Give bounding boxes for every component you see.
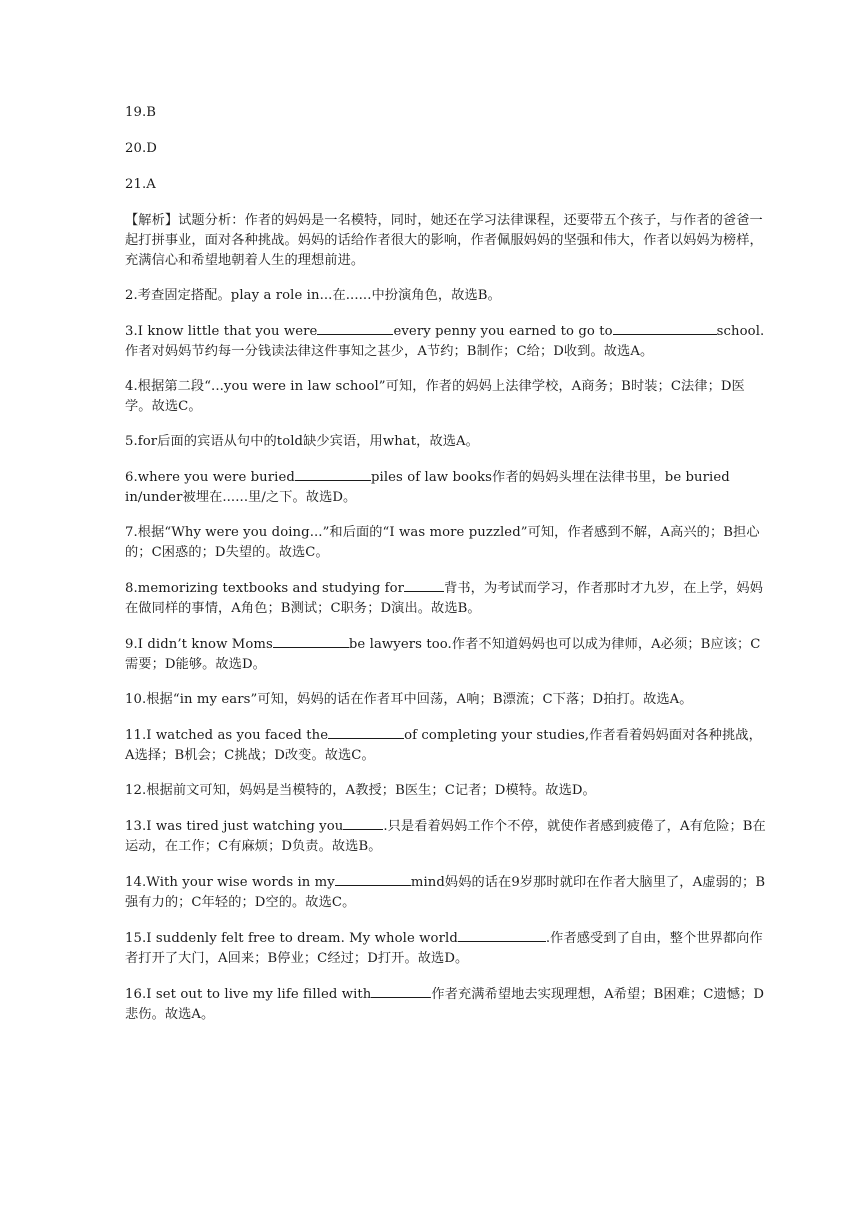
answer-blank	[335, 872, 411, 886]
answer-blank	[343, 816, 383, 830]
item-6-text-a: 6.where you were buried	[125, 470, 295, 485]
answer-blank	[273, 634, 349, 648]
item-11	[125, 725, 769, 766]
item-11-text-a: 11.I watched as you faced the	[125, 728, 329, 743]
item-3-text-a: 3.I know little that you were	[125, 324, 318, 339]
item-3	[125, 321, 769, 362]
answer-blank	[371, 984, 431, 998]
item-15-text-a: 15.I suddenly felt free to dream. My whole world	[125, 931, 458, 946]
item-3-text-c: school.作者对妈妈节约每一分钱读法律这件事知之甚少，A节约；B制作；C给；D收到。故选A。	[125, 324, 765, 359]
analysis-paragraph: 【解析】试题分析：作者的妈妈是一名模特，同时，她还在学习法律课程，还要带五个孩子，与作者的爸爸一起打拼事业，面对各种挑战。妈妈的话给作者很大的影响，作者佩服妈妈的坚强和伟大，作者以妈妈为榜样，充满信心和希望地朝着人生的理想前进。	[125, 213, 763, 268]
item-8	[125, 578, 769, 619]
item-16-text-b: 作者充满希望地去实现理想，A希望；B困难；C遗憾；D悲伤。故选A。	[125, 987, 765, 1022]
item-16	[125, 984, 769, 1025]
item-16-text-a: 16.I set out to live my life filled with	[125, 987, 372, 1002]
item-5: 5.for后面的宾语从句中的told缺少宾语，用what，故选A。	[125, 434, 479, 449]
item-15	[125, 928, 769, 969]
answer-blank	[404, 578, 444, 592]
answer-blank	[317, 321, 393, 335]
item-11-text-b: of completing your studies,作者看着妈妈面对各种挑战，A选择；B机会；C挑战；D改变。故选C。	[125, 728, 762, 763]
answer-blank	[613, 321, 717, 335]
item-14-text-b: mind妈妈的话在9岁那时就印在作者大脑里了，A虚弱的；B强有力的；C年轻的；D空的。故选C。	[125, 875, 766, 910]
item-4: 4.根据第二段“...you were in law school”可知，作者的妈妈上法律学校，A商务；B时装；C法律；D医学。故选C。	[125, 379, 745, 414]
answer-21: 21.A	[125, 177, 156, 192]
item-8-text-a: 8.memorizing textbooks and studying for	[125, 581, 405, 596]
item-10: 10.根据“in my ears”可知，妈妈的话在作者耳中回荡，A响；B漂流；C下落；D拍打。故选A。	[125, 692, 693, 707]
answer-blank	[458, 928, 546, 942]
item-6-text-b: piles of law books作者的妈妈头埋在法律书里，be buried in/under被埋在......里/之下。故选D。	[125, 470, 730, 505]
item-13-text-a: 13.I was tired just watching you	[125, 819, 344, 834]
item-6	[125, 467, 769, 508]
item-3-text-b: every penny you earned to go to	[393, 324, 613, 339]
item-9-text-a: 9.I didn’t know Moms	[125, 637, 273, 652]
answer-19: 19.B	[125, 105, 157, 120]
answer-blank	[295, 467, 371, 481]
item-14-text-a: 14.With your wise words in my	[125, 875, 335, 890]
item-13	[125, 816, 769, 857]
item-2: 2.考查固定搭配。play a role in...在......中扮演角色，故选B。	[125, 288, 501, 303]
item-9-text-b: be lawyers too.作者不知道妈妈也可以成为律师，A必须；B应该；C需要；D能够。故选D。	[125, 637, 761, 672]
item-14	[125, 872, 769, 913]
answer-20: 20.D	[125, 141, 157, 156]
item-13-text-b: .只是看着妈妈工作个不停，就使作者感到疲倦了，A有危险；B在运动，在工作；C有麻烦；D负责。故选B。	[125, 819, 766, 854]
answer-blank	[328, 725, 404, 739]
item-15-text-b: .作者感受到了自由，整个世界都向作者打开了大门，A回来；B停业；C经过；D打开。故选D。	[125, 931, 763, 966]
item-12: 12.根据前文可知，妈妈是当模特的，A教授；B医生；C记者；D模特。故选D。	[125, 783, 596, 798]
item-8-text-b: 背书，为考试而学习，作者那时才九岁，在上学，妈妈在做同样的事情，A角色；B测试；C职务；D演出。故选B。	[125, 581, 763, 616]
item-7: 7.根据“Why were you doing...”和后面的“I was more puzzled”可知，作者感到不解，A高兴的；B担心的；C困惑的；D失望的。故选C。	[125, 525, 760, 560]
item-9	[125, 634, 769, 675]
